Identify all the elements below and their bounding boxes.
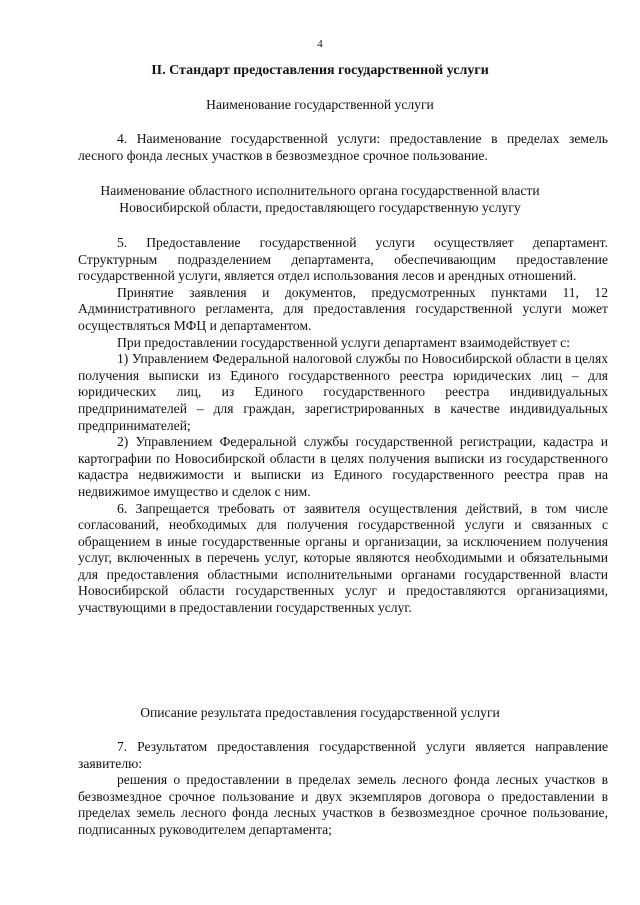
page-number: 4 [317,38,323,50]
paragraph-4-block [78,131,608,164]
main-text-block [78,235,608,617]
paragraph-6: 6. Запрещается требовать от заявителя осуществления действий, в том числе согласований, необходимых для получения государственной услуги и связанных с обращением в иные государственные органы и организации, за исключением получения услуг, включенных в перечень услуг, которые являются необходимыми и обязательными для предоставления областными исполнительными органами государственной власти Новосибирской области государственных услуг и предоставляются организациями, участвующими в предоставлении государственных услуг. [78,500,608,616]
heading-result: Описание результата предоставления государственной услуги [140,705,500,720]
paragraph-5-interaction: При предоставлении государственной услуги департамент взаимодействует с: [117,334,570,350]
heading-org-line-2: Новосибирской области, предоставляющего государственную услугу [119,200,521,215]
paragraph-4: 4. Наименование государственной услуги: предоставление в пределах земель лесного фонда лесных участков в безвозмездное срочное пользование. [78,131,608,163]
paragraph-5-item-1: 1) Управлением Федеральной налоговой службы по Новосибирской области в целях получения выписки из Единого государственного реестра юридических лиц – для юридических лиц, из Единого государственного реестра индивидуальных предпринимателей – для граждан, зарегистрированных в качестве индивидуальных предпринимателей; [78,351,608,433]
paragraph-5-acceptance: Принятие заявления и документов, предусмотренных пунктами 11, 12 Административного регламента, для предоставления государственной услуги может осуществляться МФЦ и департаментом. [78,284,608,333]
paragraph-5-item-2: 2) Управлением Федеральной службы государственной регистрации, кадастра и картографии по Новосибирской области в целях получения выписки из государственного кадастра недвижимости и выписки из Единого государственного реестра прав на недвижимое имущество и сделок с ним. [78,434,608,499]
paragraph-7: 7. Результатом предоставления государственной услуги является направление заявителю: [78,739,608,771]
section-title: II. Стандарт предоставления государственной услуги [151,63,489,78]
paragraph-7-decision: решения о предоставлении в пределах земель лесного фонда лесных участков в безвозмездное срочное пользование и двух экземпляров договора о предоставлении в пределах земель лесного фонда лесных участков в безвозмездное срочное пользование, подписанных руководителем департамента; [78,772,608,837]
result-text-block [78,739,608,839]
paragraph-5: 5. Предоставление государственной услуги осуществляет департамент. Структурным подразделением департамента, обеспечивающим предоставление государственной услуги, является отдел использования лесов и арендных отношений. [78,235,608,284]
heading-service-name: Наименование государственной услуги [206,97,434,112]
heading-org-line-1: Наименование областного исполнительного органа государственной власти [100,183,540,198]
